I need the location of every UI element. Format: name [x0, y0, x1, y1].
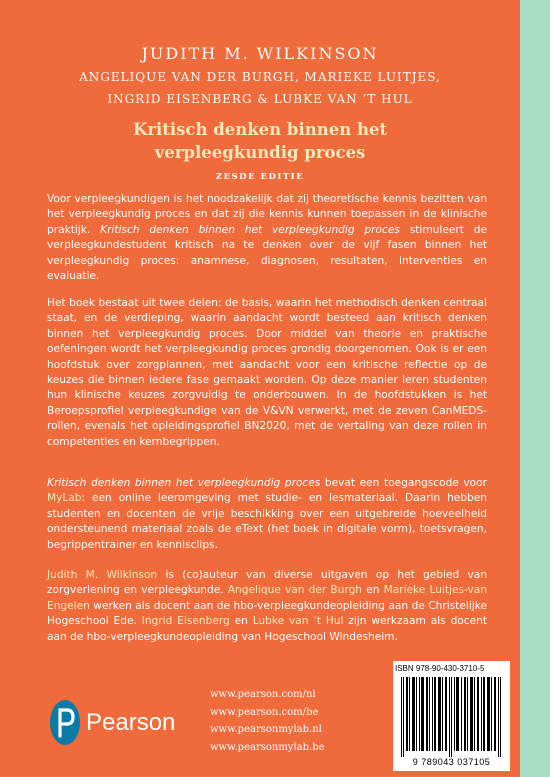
p4-text-b: en	[362, 584, 384, 597]
publisher-urls	[210, 686, 325, 756]
p3-text-a: bevat een toegangscode voor	[320, 477, 487, 489]
author-name-5: Lubke van ’t Hul	[252, 615, 344, 628]
main-author: JUDITH M. WILKINSON	[141, 44, 379, 63]
isbn-barcode-box	[393, 661, 510, 771]
book-title-line-1: Kritisch denken binnen het	[132, 120, 388, 139]
url-mylab-nl: www.pearsonmylab.nl	[210, 724, 322, 735]
p2-text: Het boek bestaat uit twee delen: de basis, waarin het methodisch denken centraal staat, en de verdieping, waarin aandacht wordt besteed aan kritisch denken binnen het verpleegkundig proces. Door middel van theorie en praktische oefeningen wordt het verpleegkundig proces grondig doorgenomen. Ook is er een hoofdstuk over zorgplannen, met aandacht voor een kritische reflectie op de keuzes die binnen iedere fase gemaakt worden. Op deze manier leren studenten hun klinische keuzes zorgvuldig te onderbouwen. In de hoofdstukken is het Beroepsprofiel verpleegkundige van de V&VN verwerkt, met de zeven CanMEDS-rollen, evenals het opleidingsprofiel BN2020, met de vertaling van deze rollen in competenties en kernbegrippen.	[47, 297, 487, 448]
book-title-line-2: verpleegkundig proces	[154, 143, 366, 162]
blurb-paragraph-3	[47, 476, 487, 553]
author-name-3: Marieke Luitjes-van Engelen	[47, 584, 488, 612]
barcode-number: 9 789043 037105	[412, 757, 491, 767]
barcode	[401, 677, 502, 757]
author-name-1: Judith M. Wilkinson	[47, 569, 158, 581]
p4-text-a: is (co)auteur van diverse uitgaven op het gebied van zorgverlening en verpleegkunde.	[47, 569, 487, 597]
pearson-p-logo-icon	[50, 700, 80, 745]
isbn-label: ISBN 978-90-430-3710-5	[395, 664, 485, 673]
mylab-link: MyLab	[47, 492, 82, 505]
p1-book-title: Kritisch denken binnen het verpleegkundig proces	[100, 223, 400, 236]
author-name-2: Angelique van der Burgh	[227, 584, 363, 597]
publisher-wordmark: Pearson	[86, 709, 176, 736]
co-authors-line-1: ANGELIQUE VAN DER BURGH, MARIEKE LUITJES,	[79, 70, 441, 84]
author-name-4: Ingrid Eisenberg	[141, 615, 230, 628]
p1-text-a: Voor verpleegkundigen is het noodzakelijk dat zij theoretische kennis bezitten van het verpleegkundig proces en dat zij die kennis kunnen toepassen in de klinische praktijk.	[47, 193, 487, 236]
url-mylab-be: www.pearsonmylab.be	[210, 741, 325, 753]
blurb-paragraph-1	[47, 192, 487, 284]
p1-text-b: stimuleert de verpleegkundestudent kritisch na te denken over de vijf fasen binnen het verpleegkundig proces: anamnese, diagnosen, resultaten, interventies en evaluatie.	[47, 223, 487, 283]
blurb-paragraph-2	[47, 296, 487, 450]
url-pearson-nl: www.pearson.com/nl	[210, 689, 316, 700]
p4-text-c: werken als docent aan de hbo-verpleegkundeopleiding aan de Christelijke Hogeschool Ede.	[47, 599, 487, 628]
p4-text-e: zijn werkzaam als docent aan de hbo-verpleegkundeopleiding van Hogeschool Windesheim.	[47, 615, 487, 643]
url-pearson-be: www.pearson.com/be	[210, 706, 319, 718]
p3-book-title: Kritisch denken binnen het verpleegkundig proces	[47, 477, 321, 489]
p3-text-b: : een online leeromgeving met studie- en lesmateriaal. Daarin hebben studenten en docenten de vrije beschikking over een uitgebreide hoeveelheid ondersteunend materiaal zoals de eText (het boek in digitale vorm), toetsvragen, begrippentrainer en kennisclips.	[47, 492, 487, 551]
co-authors-line-2: INGRID EISENBERG & LUBKE VAN ’T HUL	[107, 92, 413, 106]
edition-label: ZESDE EDITIE	[215, 172, 305, 182]
author-bio-paragraph	[47, 568, 487, 645]
spine-stripe	[520, 0, 550, 777]
p4-text-d: en	[229, 615, 253, 628]
